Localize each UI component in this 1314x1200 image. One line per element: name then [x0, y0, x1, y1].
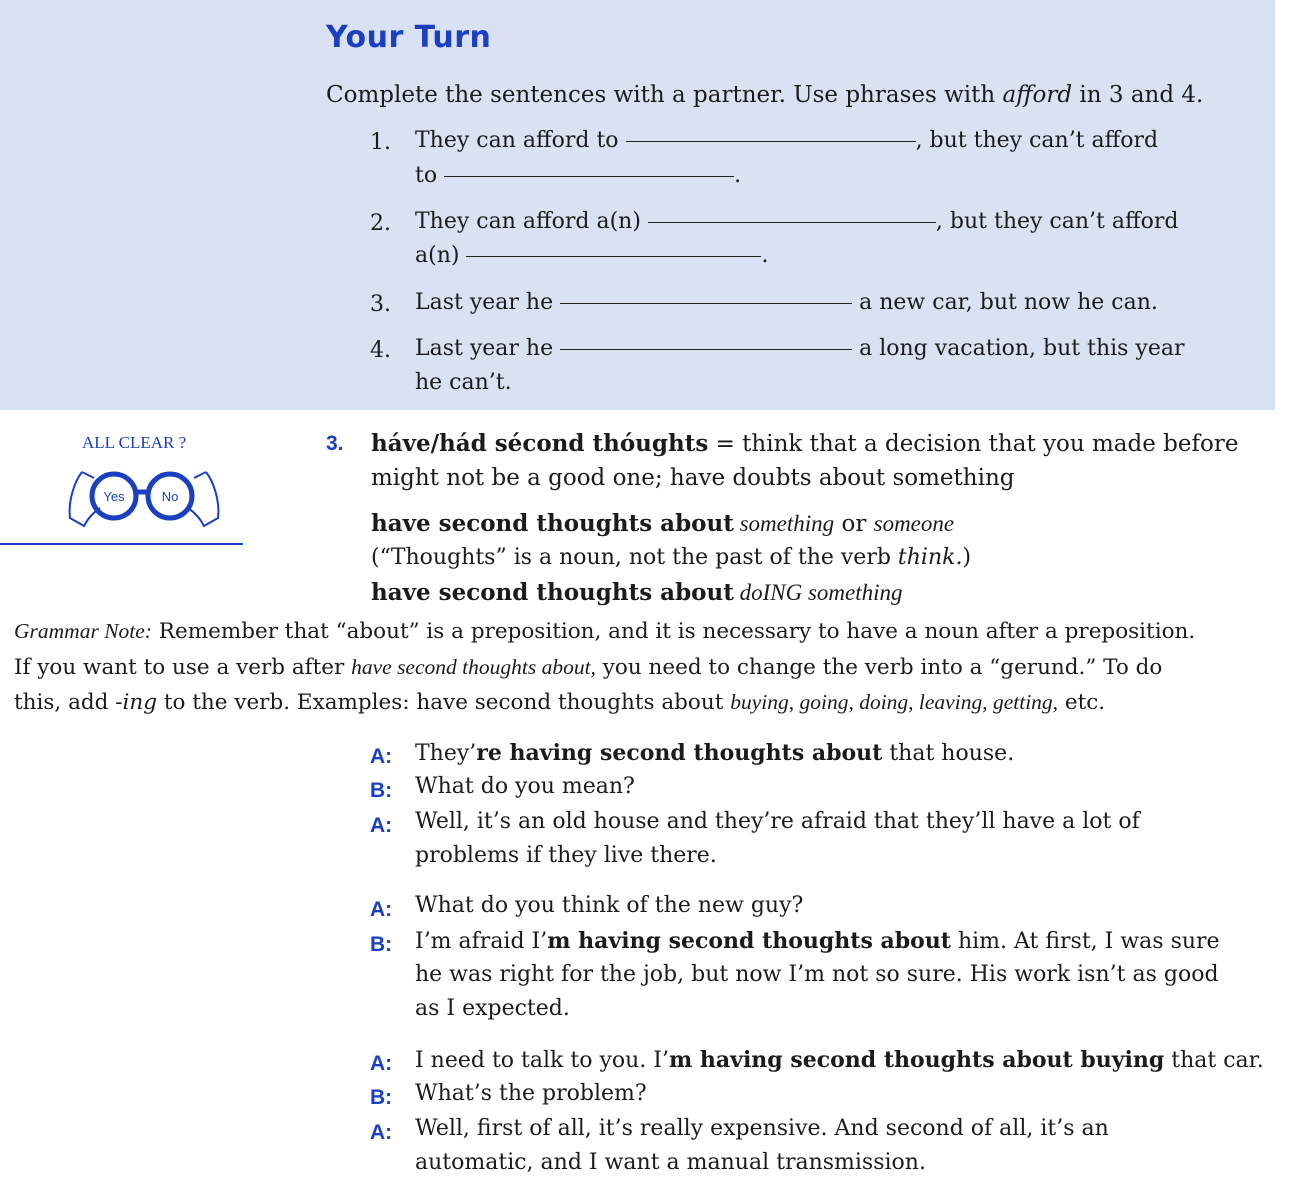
speaker-label: B: [370, 779, 393, 802]
dialogue-line: What do you mean? [415, 774, 635, 799]
blank[interactable] [444, 175, 734, 177]
yes-label[interactable]: Yes [103, 489, 125, 504]
item-2-line2: a(n) . [415, 243, 769, 268]
grammar-note-line1: Grammar Note: Remember that “about” is a preposition, and it is necessary to have a noun after a preposition. [14, 619, 1196, 644]
binoculars-icon[interactable] [64, 462, 224, 532]
dialogue-line: automatic, and I want a manual transmission. [415, 1150, 926, 1175]
dialogue-line: I’m afraid I’m having second thoughts about him. At first, I was sure [415, 928, 1220, 954]
blank[interactable] [466, 255, 761, 257]
blank[interactable] [560, 302, 852, 304]
instruction: Complete the sentences with a partner. Use phrases with afford in 3 and 4. [326, 82, 1204, 108]
dialogue-line: problems if they live there. [415, 843, 717, 868]
dialogue-line: Well, it’s an old house and they’re afraid that they’ll have a lot of [415, 809, 1140, 834]
speaker-label: B: [370, 1086, 393, 1109]
speaker-label: A: [370, 745, 393, 768]
grammar-note-line2: If you want to use a verb after have second thoughts about, you need to change the verb into a “gerund.” To do [14, 655, 1163, 680]
item-4-line2: he can’t. [415, 370, 512, 395]
item-number: 3. [370, 292, 391, 317]
dialogue-line: he was right for the job, but now I’m not so sure. His work isn’t as good [415, 962, 1219, 987]
speaker-label: A: [370, 1052, 393, 1075]
definition-line1: háve/hád sécond thóughts = think that a decision that you made before [371, 430, 1239, 457]
item-number: 1. [370, 130, 391, 155]
speaker-label: A: [370, 814, 393, 837]
speaker-label: A: [370, 1121, 393, 1144]
item-3-line1: Last year he a new car, but now he can. [415, 290, 1158, 315]
item-number: 4. [370, 338, 391, 363]
item-1-line2: to . [415, 163, 742, 188]
dialogue-line: What’s the problem? [415, 1081, 647, 1106]
dialogue-line: I need to talk to you. I’m having second thoughts about buying that car. [415, 1047, 1264, 1073]
blank[interactable] [560, 348, 852, 350]
speaker-label: B: [370, 933, 393, 956]
item-4-line1: Last year he a long vacation, but this year [415, 336, 1185, 361]
section-number: 3. [326, 432, 344, 455]
dialogue-line: What do you think of the new guy? [415, 893, 804, 918]
dialogue-line: They’re having second thoughts about that house. [415, 740, 1015, 766]
pattern-note: (“Thoughts” is a noun, not the past of the verb think.) [371, 545, 972, 570]
blank[interactable] [648, 221, 936, 223]
pattern-2: have second thoughts about doING something [371, 579, 903, 606]
no-label[interactable]: No [161, 489, 179, 504]
blank[interactable] [626, 140, 916, 142]
your-turn-title: Your Turn [326, 20, 492, 55]
item-1-line1: They can afford to , but they can’t afford [415, 128, 1159, 153]
dialogue-line: Well, first of all, it’s really expensive. And second of all, it’s an [415, 1116, 1109, 1141]
pattern-1: have second thoughts about something or someone [371, 510, 955, 537]
dialogue-line: as I expected. [415, 996, 570, 1021]
speaker-label: A: [370, 898, 393, 921]
divider-rule [0, 543, 243, 545]
item-2-line1: They can afford a(n) , but they can’t afford [415, 209, 1179, 234]
item-number: 2. [370, 211, 391, 236]
definition-line2: might not be a good one; have doubts about something [371, 465, 1015, 491]
grammar-note-line3: this, add -ing to the verb. Examples: have second thoughts about buying, going, doing, leaving, getting, etc. [14, 690, 1106, 715]
all-clear-title: ALL CLEAR ? [82, 433, 187, 452]
